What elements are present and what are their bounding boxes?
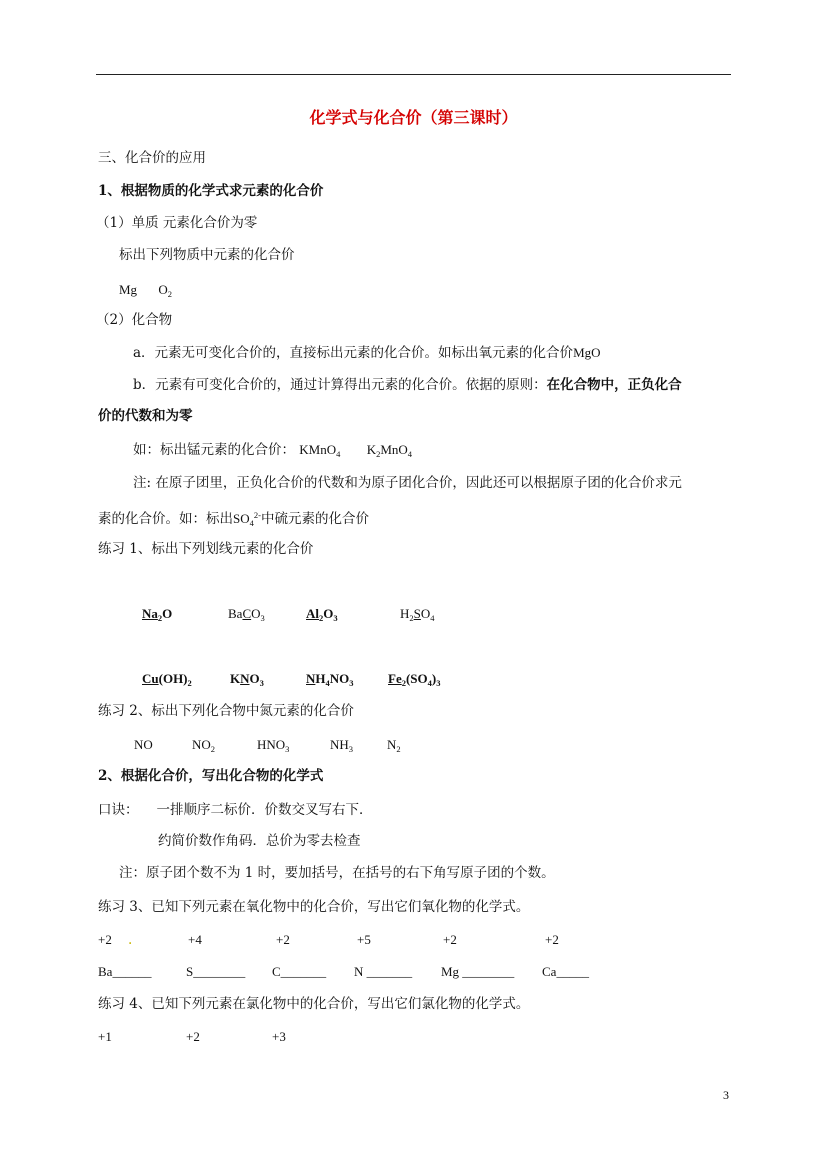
paragraph-elemental: （1）单质 元素化合价为零 [96, 215, 258, 231]
mnemonic-line2: 约简价数作角码．总价为零去检查 [158, 833, 361, 849]
valence-ex4-2: +2 [186, 1029, 200, 1044]
valence-ex3-4: +5 [357, 932, 371, 947]
paragraph-b-cont: 价的代数和为零 [98, 408, 193, 424]
subheading-1: 1、根据物质的化学式求元素的化合价 [98, 183, 324, 199]
blank-mg: Mg ________ [441, 964, 515, 979]
section-heading: 三、化合价的应用 [98, 150, 206, 166]
header-rule [96, 74, 731, 75]
exercise-1-prompt: 练习 1、标出下列划线元素的化合价 [98, 541, 314, 557]
formula-mg: Mg [119, 282, 138, 297]
blank-s: S________ [186, 964, 246, 979]
decorative-dot: . [128, 932, 133, 948]
formula-nh3: $NH_3$ [330, 737, 354, 754]
formula-baco3: BaCO$_3$ [228, 606, 265, 623]
formula-nh4no3: $NH_4NO_3$ [306, 671, 354, 688]
exercise-3-prompt: 练习 3、已知下列元素在氧化物中的化合价，写出它们氧化物的化学式。 [98, 899, 530, 915]
blank-c: C_______ [272, 964, 327, 979]
paragraph-compound: （2）化合物 [96, 312, 173, 328]
formula-n2: $N_2$ [387, 737, 401, 754]
valence-ex4-1: +1 [98, 1029, 112, 1044]
subheading-2: 2、根据化合价，写出化合物的化学式 [98, 768, 324, 784]
formula-h2so4: $H_2SO_4$ [400, 606, 435, 623]
blank-n: N _______ [354, 964, 413, 979]
valence-ex3-1: +2 [98, 932, 112, 947]
blank-ba: Ba______ [98, 964, 152, 979]
exercise-4-prompt: 练习 4、已知下列元素在氯化物中的化合价，写出它们氯化物的化学式。 [98, 996, 530, 1012]
valence-ex3-2: +4 [188, 932, 202, 947]
formula-na2o: $Na_2O$ [142, 606, 173, 623]
paragraph-a: a．元素无可变化合价的，直接标出元素的化合价。如标出氧元素的化合价MgO [133, 345, 601, 361]
formula-kno3: $KNO_3$ [230, 671, 264, 688]
formula-cuoh2: $Cu(OH)_2$ [142, 671, 192, 688]
valence-ex3-6: +2 [545, 932, 559, 947]
valence-ex4-3: +3 [272, 1029, 286, 1044]
formula-fe2so43: $Fe_2(SO_4)_3$ [388, 671, 441, 688]
note-radical-line1: 注: 在原子团里，正负化合价的代数和为原子团化合价，因此还可以根据原子团的化合价求元 [133, 475, 682, 491]
formula-al2o3: $Al_2O_3$ [306, 606, 338, 623]
valence-ex3-5: +2 [443, 932, 457, 947]
instruction-mark-valence: 标出下列物质中元素的化合价 [119, 247, 295, 263]
formula-row-elements [119, 280, 172, 304]
exercise-2-prompt: 练习 2、标出下列化合物中氮元素的化合价 [98, 703, 354, 719]
paragraph-b: b．元素有可变化合价的，通过计算得出元素的化合价。依据的原则：在化合物中，正负化合 [133, 377, 682, 393]
mnemonic-line1: 口诀： 一排顺序二标价．价数交叉写右下． [98, 802, 373, 818]
note-radical-line2: 素的化合价。如：标出$SO_4^{2-}$中硫元素的化合价 [98, 510, 369, 528]
formula-o2: $O_2$ [158, 282, 172, 299]
blank-ca: Ca_____ [542, 964, 589, 979]
note-parentheses: 注：原子团个数不为 1 时，要加括号，在括号的右下角写原子团的个数。 [119, 865, 555, 881]
example-manganese: 如：标出锰元素的化合价： KMnO$_4$ $K_2MnO_4$ [133, 442, 413, 459]
formula-no: NO [134, 737, 153, 752]
formula-hno3: $HNO_3$ [257, 737, 290, 754]
page-title: 化学式与化合价（第三课时） [309, 108, 518, 127]
valence-ex3-3: +2 [276, 932, 290, 947]
page-number: 3 [723, 1088, 729, 1102]
formula-no2: $NO_2$ [192, 737, 216, 754]
